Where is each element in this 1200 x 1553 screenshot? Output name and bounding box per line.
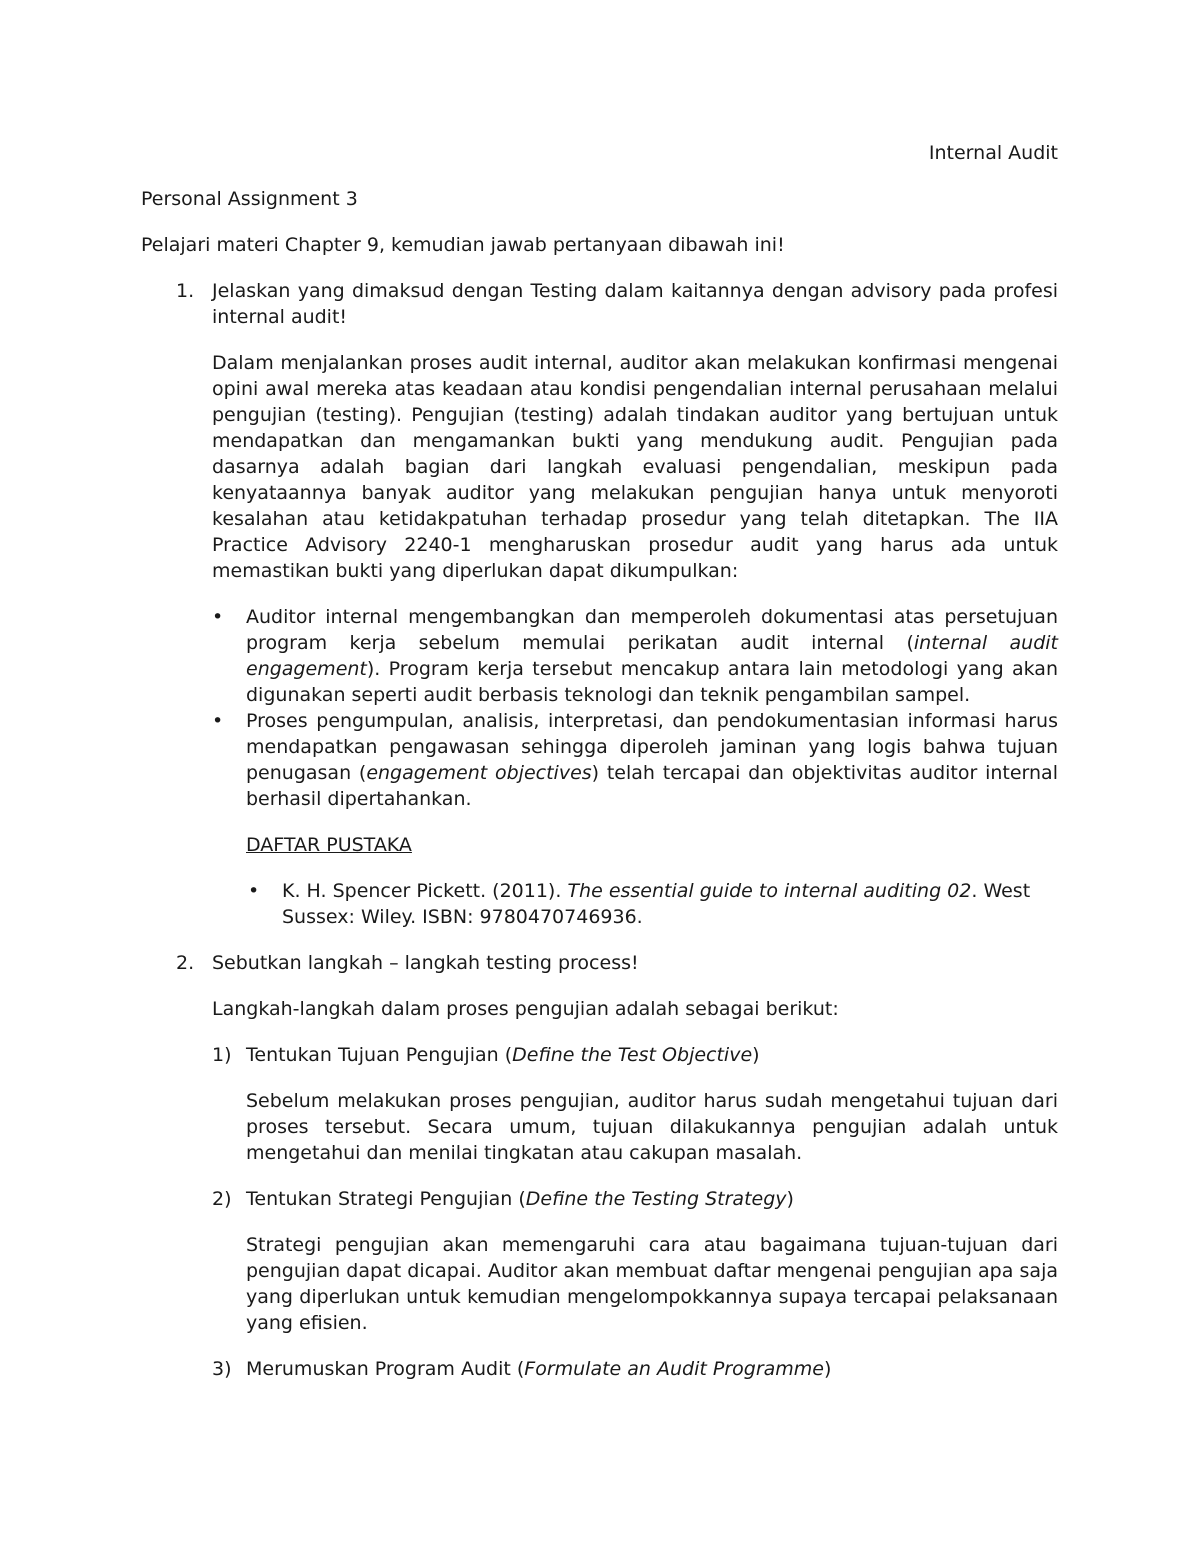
step-number: 1) xyxy=(212,1044,232,1066)
bibliography-list xyxy=(141,878,1058,930)
question-text: Sebutkan langkah – langkah testing process! xyxy=(212,952,639,974)
step-number: 3) xyxy=(212,1358,232,1380)
step-item: 3) Merumuskan Program Audit (Formulate an Audit Programme) xyxy=(212,1358,832,1380)
list-item: • Proses pengumpulan, analisis, interpretasi, dan pendokumentasian informasi harus mendapatkan pengawasan sehingga diperoleh jaminan yang logis bahwa tujuan penugasan (engagement objectives) telah tercapai dan objektivitas auditor internal berhasil dipertahankan. xyxy=(212,710,1058,810)
question-text: Jelaskan yang dimaksud dengan Testing dalam kaitannya dengan advisory pada profesi internal audit! xyxy=(212,280,1058,328)
header-course-title: Internal Audit xyxy=(928,142,1058,164)
question-1 xyxy=(141,278,1058,330)
answer-1-paragraph: Dalam menjalankan proses audit internal, auditor akan melakukan konfirmasi mengenai opini awal mereka atas keadaan atau kondisi pengendalian internal perusahaan melalui pengujian (testing). Pengujian (testing) adalah tindakan auditor yang bertujuan untuk mendapatkan dan mengamankan bukti yang mendukung audit. Pengujian pada dasarnya adalah bagian dari langkah evaluasi pengendalian, meskipun pada kenyataannya banyak auditor yang melakukan pengujian hanya untuk menyoroti kesalahan atau ketidakpatuhan terhadap prosedur yang telah ditetapkan. The IIA Practice Advisory 2240-1 mengharuskan prosedur audit yang harus ada untuk memastikan bukti yang diperlukan dapat dikumpulkan: xyxy=(212,352,1058,582)
reference-item: • K. H. Spencer Pickett. (2011). The essential guide to internal auditing 02. West Sussex: Wiley. ISBN: 9780470746936. xyxy=(248,880,1031,928)
answer-1-bullet-list xyxy=(141,604,1058,812)
assignment-title: Personal Assignment 3 xyxy=(141,188,358,210)
bullet-icon: • xyxy=(248,880,260,902)
step-number: 2) xyxy=(212,1188,232,1210)
question-number: 2. xyxy=(176,952,195,974)
step-item: 1) Tentukan Tujuan Pengujian (Define the Test Objective) xyxy=(212,1044,760,1066)
bullet-icon: • xyxy=(212,606,224,628)
step-description: Sebelum melakukan proses pengujian, auditor harus sudah mengetahui tujuan dari proses tersebut. Secara umum, tujuan dilakukannya pengujian adalah untuk mengetahui dan menilai tingkatan atau cakupan masalah. xyxy=(246,1090,1058,1164)
question-number: 1. xyxy=(176,280,195,302)
question-2 xyxy=(141,950,1058,976)
document-page xyxy=(141,140,1058,1402)
intro-instruction: Pelajari materi Chapter 9, kemudian jawab pertanyaan dibawah ini! xyxy=(141,234,785,256)
step-description: Strategi pengujian akan memengaruhi cara atau bagaimana tujuan-tujuan dari pengujian dapat dicapai. Auditor akan membuat daftar mengenai pengujian apa saja yang diperlukan untuk kemudian mengelompokkannya supaya tercapai pelaksanaan yang efisien. xyxy=(246,1234,1058,1334)
step-item: 2) Tentukan Strategi Pengujian (Define the Testing Strategy) xyxy=(212,1188,794,1210)
bibliography-title: DAFTAR PUSTAKA xyxy=(246,834,412,856)
bullet-icon: • xyxy=(212,710,224,732)
answer-2-intro: Langkah-langkah dalam proses pengujian adalah sebagai berikut: xyxy=(212,998,839,1020)
list-item: • Auditor internal mengembangkan dan memperoleh dokumentasi atas persetujuan program kerja sebelum memulai perikatan audit internal (internal audit engagement). Program kerja tersebut mencakup antara lain metodologi yang akan digunakan seperti audit berbasis teknologi dan teknik pengambilan sampel. xyxy=(212,606,1059,706)
